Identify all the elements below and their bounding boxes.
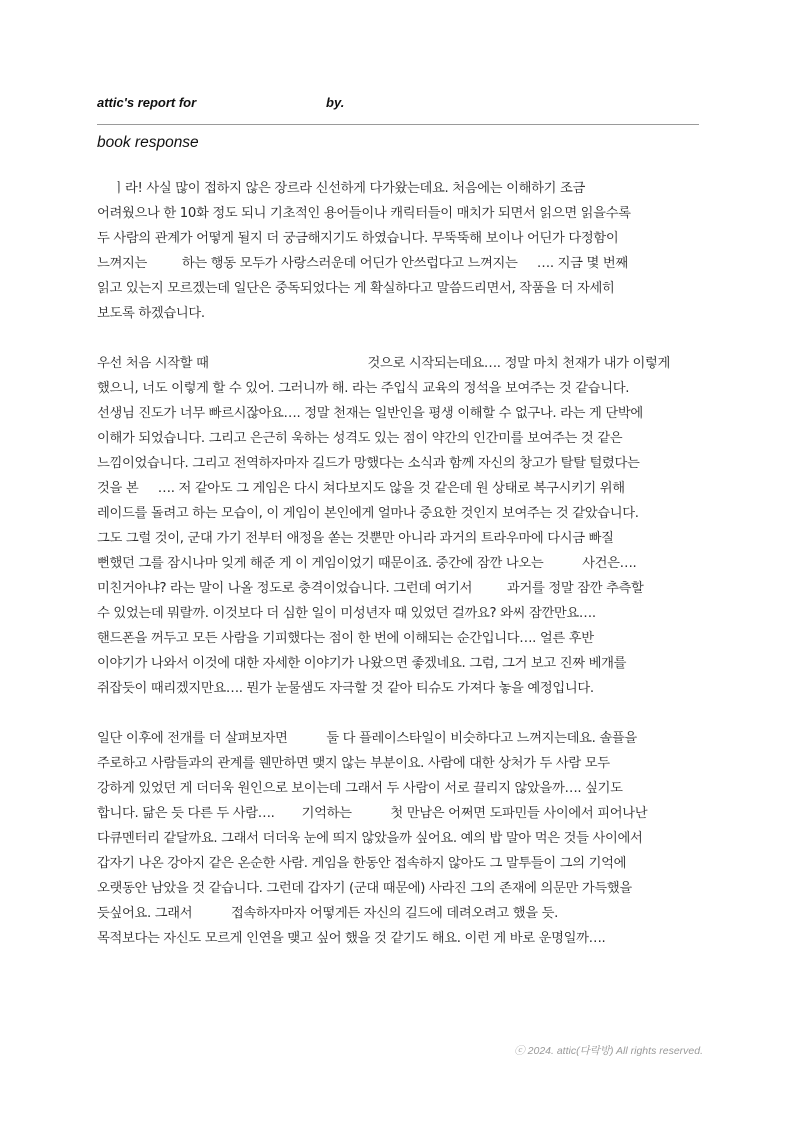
text-line: 다큐멘터리 같달까요. 그래서 더더욱 눈에 띄지 않았을까 싶어요. 예의 밥 말아 먹은 것들 사이에서 <box>97 831 643 846</box>
text-line: 했으니, 너도 이렇게 할 수 있어. 그러니까 해. 라는 주입식 교육의 정석을 보여주는 것 같습니다. <box>97 381 630 396</box>
text-line: 목적보다는 자신도 모르게 인연을 맺고 싶어 했을 것 같기도 해요. 이런 게 바로 운명일까…. <box>97 931 606 946</box>
paragraph-1 <box>97 176 707 326</box>
text-line: 수 있었는데 뭐랄까. 이것보다 더 심한 일이 미성년자 때 있었던 걸까요? 와씨 잠깐만요…. <box>97 606 596 621</box>
text-line: 듯싶어요. 그래서 접속하자마자 어떻게든 자신의 길드에 데려오려고 했을 듯. <box>97 906 558 921</box>
copyright-notice: ⓒ 2024. attic(다락방) All rights reserved. <box>514 1045 703 1057</box>
paragraph-3 <box>97 726 707 951</box>
text-line: 일단 이후에 전개를 더 살펴보자면 둘 다 플레이스타일이 비슷하다고 느껴지는데요. 솔플을 <box>97 731 637 746</box>
text-line: 보도록 하겠습니다. <box>97 306 205 321</box>
text-line: 뻔했던 그를 잠시나마 잊게 해준 게 이 게임이었기 때문이죠. 중간에 잠깐 나오는 사건은…. <box>97 556 637 571</box>
report-header <box>97 95 699 115</box>
text-line: 레이드를 돌려고 하는 모습이, 이 게임이 본인에게 얼마나 중요한 것인지 보여주는 것 같았습니다. <box>97 506 639 521</box>
report-body <box>97 176 707 976</box>
text-line: 그도 그럴 것이, 군대 가기 전부터 애정을 쏟는 것뿐만 아니라 과거의 트라우마에 다시금 빠질 <box>97 531 614 546</box>
text-line: 이야기가 나와서 이것에 대한 자세한 이야기가 나왔으면 좋겠네요. 그럼, 그거 보고 진짜 베개를 <box>97 656 627 671</box>
paragraph-2 <box>97 351 707 701</box>
text-line: 쥐잡듯이 때리겠지만요…. 뭔가 눈물샘도 자극할 것 같아 티슈도 가져다 놓을 예정입니다. <box>97 681 594 696</box>
section-title: book response <box>97 134 199 151</box>
text-line: 미친거아냐? 라는 말이 나올 정도로 충격이었습니다. 그런데 여기서 과거를 정말 잠깐 추측할 <box>97 581 644 596</box>
text-line: 읽고 있는지 모르겠는데 일단은 중독되었다는 게 확실하다고 말씀드리면서, 작품을 더 자세히 <box>97 281 615 296</box>
text-line: 이해가 되었습니다. 그리고 은근히 욱하는 성격도 있는 점이 약간의 인간미를 보여주는 것 같은 <box>97 431 623 446</box>
author-label: by. <box>326 95 345 110</box>
text-line: 어려웠으나 한 10화 정도 되니 기초적인 용어들이나 캐릭터들이 매치가 되면서 읽으면 읽을수록 <box>97 206 631 221</box>
text-line: 핸드폰을 꺼두고 모든 사람을 기피했다는 점이 한 번에 이해되는 순간입니다…. 얼른 후반 <box>97 631 594 646</box>
report-title: attic's report for <box>97 95 197 110</box>
text-line: 오랫동안 남았을 것 같습니다. 그런데 갑자기 (군대 때문에) 사라진 그의 존재에 의문만 가득했을 <box>97 881 632 896</box>
text-line: 두 사람의 관계가 어떻게 될지 더 궁금해지기도 하였습니다. 무뚝뚝해 보이나 어딘가 다정함이 <box>97 231 619 246</box>
text-line: 것을 본 …. 저 같아도 그 게임은 다시 쳐다보지도 않을 것 같은데 원 상태로 복구시키기 위해 <box>97 481 625 496</box>
text-line: 합니다. 닮은 듯 다른 두 사람…. 기억하는 첫 만남은 어쩌면 도파민들 사이에서 피어나난 <box>97 806 648 821</box>
text-line: 우선 처음 시작할 때 것으로 시작되는데요…. 정말 마치 천재가 내가 이렇게 <box>97 356 671 371</box>
text-line: 느낌이었습니다. 그리고 전역하자마자 길드가 망했다는 소식과 함께 자신의 창고가 탈탈 털렸다는 <box>97 456 640 471</box>
text-line: 주로하고 사람들과의 관계를 웬만하면 맺지 않는 부분이요. 사람에 대한 상처가 두 사람 모두 <box>97 756 610 771</box>
text-line: 느껴지는 하는 행동 모두가 사랑스러운데 어딘가 안쓰럽다고 느껴지는 …. 지금 몇 번째 <box>97 256 628 271</box>
text-line: 선생님 진도가 너무 빠르시잖아요…. 정말 천재는 일반인을 평생 이해할 수 없구나. 라는 게 단박에 <box>97 406 643 421</box>
text-line: 강하게 있었던 게 더더욱 원인으로 보이는데 그래서 두 사람이 서로 끌리지 않았을까…. 싶기도 <box>97 781 623 796</box>
text-line: 갑자기 나온 강아지 같은 온순한 사람. 게임을 한동안 접속하지 않아도 그 말투들이 그의 기억에 <box>97 856 627 871</box>
header-divider <box>97 124 699 125</box>
text-line: ㅣ라! 사실 많이 접하지 않은 장르라 신선하게 다가왔는데요. 처음에는 이해하기 조금 <box>97 181 585 196</box>
